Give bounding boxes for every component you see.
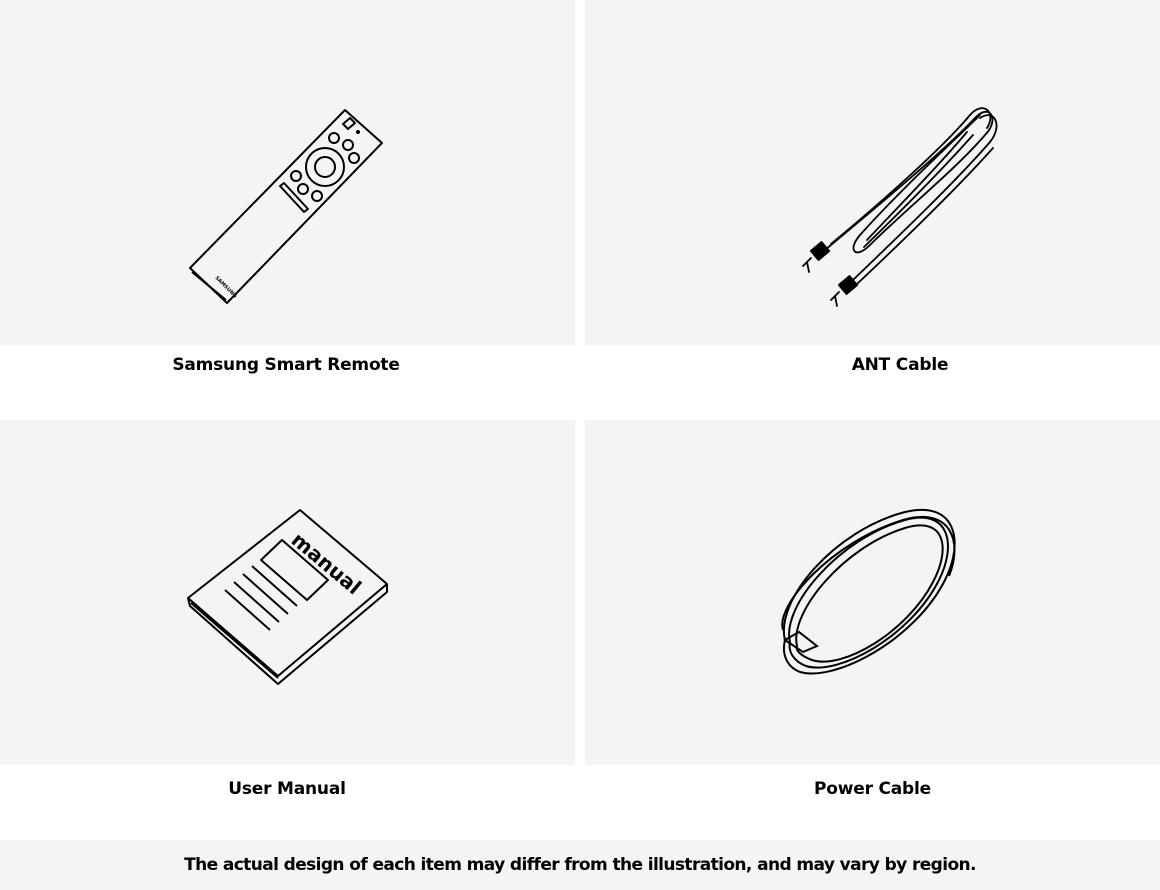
item-label-remote: Samsung Smart Remote	[172, 355, 400, 375]
item-label-power-cable: Power Cable	[814, 779, 931, 799]
remote-brand-text: SAMSUNG	[213, 275, 238, 300]
user-manual-icon	[0, 420, 575, 765]
disclaimer-text: The actual design of each item may differ from the illustration, and may vary by region.	[184, 855, 976, 875]
remote-control-icon	[0, 0, 575, 345]
power-cable-image-panel	[585, 420, 1160, 765]
item-label-ant-cable: ANT Cable	[851, 355, 949, 375]
remote-image-panel	[0, 0, 575, 345]
item-label-user-manual: User Manual	[228, 779, 346, 799]
ant-cable-image-panel	[585, 0, 1160, 345]
antenna-cable-icon	[585, 0, 1160, 345]
manual-image-panel	[0, 420, 575, 765]
disclaimer-banner	[0, 840, 1160, 890]
manual-cover-text: manual	[286, 527, 366, 600]
power-cable-icon	[585, 420, 1160, 765]
